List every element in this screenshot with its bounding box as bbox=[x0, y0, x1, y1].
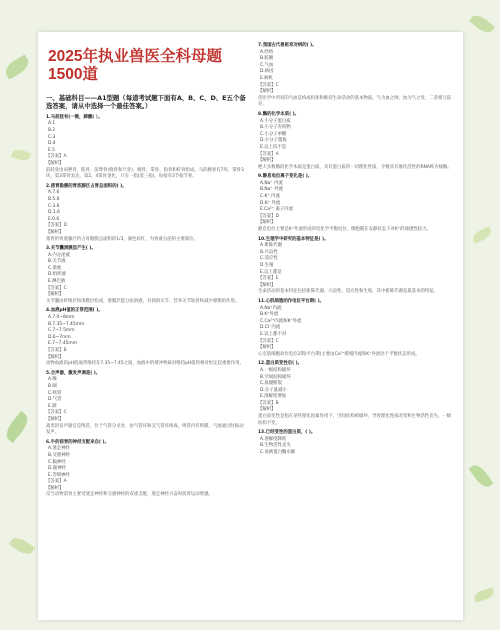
left-question-list bbox=[46, 115, 246, 499]
answer-option: E.肺 bbox=[48, 403, 57, 409]
explanation-text: 兽医学中所说的气血是构成机体和维持生命活动的基本物质，气为血之帅，血为气之母，二者相互依存。 bbox=[258, 95, 452, 108]
answer-option: E.溶解度增加 bbox=[260, 394, 287, 400]
document-title: 2025年执业兽医全科母题1500道 bbox=[48, 48, 222, 83]
answer-option: D.组织液 bbox=[48, 272, 66, 278]
leaf-decoration bbox=[9, 534, 36, 558]
answer-option: A.经络 bbox=[260, 49, 274, 55]
answer-option: C.气血 bbox=[260, 62, 274, 68]
question-item bbox=[46, 308, 246, 367]
answer-option: D.气管 bbox=[48, 397, 62, 403]
answer-option: C.适应性 bbox=[260, 256, 278, 262]
explanation-text: 关节囊由纤维层和滑膜层构成，滑膜层能分泌滑液，有润滑关节、营养关节软骨和减少摩擦的作用。 bbox=[46, 298, 240, 304]
answer-option: A.喉 bbox=[48, 377, 57, 383]
explanation-text: 前肢骨由肩胛骨、肱骨、前臂骨(桡骨和尺骨)、腕骨、掌骨、指骨和籽骨组成。马的腕骨有7块，掌骨3块，第3掌骨发达，第2、4掌骨退化，只有一指(第三指)，每指有3节指节骨。 bbox=[46, 167, 244, 180]
analysis-label: 【解析】 bbox=[46, 416, 64, 422]
answer-option: D.4 bbox=[48, 141, 56, 147]
answer-option: B.关节液 bbox=[48, 259, 66, 265]
answer-key: 【答案】D bbox=[258, 213, 279, 219]
answer-option: A.新陈代谢 bbox=[260, 243, 282, 249]
question-stem: 1.马前肢有(一微，蹄髁( ）。 bbox=[46, 114, 103, 120]
answer-option: C.小分子单糖 bbox=[260, 131, 287, 137]
explanation-text: 禽类的发声器官是鸣管，位于气管分叉处，由气管环和支气管环组成，鸣管内有鸣膜，气流通过时振动发声。 bbox=[46, 423, 244, 436]
answer-option: B.脏腑 bbox=[260, 56, 274, 62]
analysis-label: 【解析】 bbox=[258, 282, 276, 288]
answer-option: B.咽 bbox=[48, 383, 57, 389]
answer-key: 【答案】A bbox=[46, 154, 67, 160]
answer-key: 【答案】B bbox=[46, 348, 67, 353]
answer-option: E.0.6 bbox=[48, 216, 60, 222]
question-stem: 8.酶的化学本质( )。 bbox=[258, 111, 299, 117]
question-item bbox=[258, 361, 453, 427]
answer-option: C.易被蛋白酶水解 bbox=[260, 450, 296, 456]
question-item bbox=[258, 174, 453, 233]
answer-option: E.以上都不对 bbox=[260, 331, 287, 337]
answer-option: C.7~7.5mm bbox=[48, 328, 75, 334]
answer-key: 【答案】A bbox=[258, 151, 279, 157]
question-stem: 3.关节囊滑膜层产生( )。 bbox=[46, 246, 96, 252]
question-stem: 12.蛋白质变性后( )。 bbox=[258, 361, 303, 367]
leaf-decoration bbox=[473, 588, 495, 603]
right-question-list bbox=[258, 43, 453, 457]
question-stem: 6.牛的前胃的神经支配来自( )。 bbox=[46, 439, 109, 445]
answer-option: C.鸣管 bbox=[48, 390, 62, 396]
explanation-text: 蛋白质变性是指在某些理化因素作用下，空间结构被破坏，导致理化性质改变和生物活性丧失，一级结构不变。 bbox=[258, 414, 452, 426]
answer-option: B.2 bbox=[48, 128, 56, 133]
answer-key: 【答案】B bbox=[258, 400, 279, 406]
answer-option: C.滑液 bbox=[48, 265, 62, 271]
answer-key: 【答案】C bbox=[258, 82, 279, 88]
answer-option: A.一级结构破坏 bbox=[260, 367, 291, 373]
question-stem: 7.我国古代兽医家对病的( )。 bbox=[258, 43, 317, 48]
question-stem: 2.猪胃黏膜的胃底腺区占胃总面积的( )。 bbox=[46, 183, 127, 189]
right-column bbox=[258, 40, 453, 459]
leaf-decoration bbox=[11, 147, 31, 163]
leaf-decoration bbox=[2, 411, 32, 443]
answer-option: A.内分泌液 bbox=[48, 252, 70, 258]
explanation-text: 心室肌细胞动作电位2期(平台期)主要由Ca²⁺缓慢内流和K⁺外流处于平衡状态形成。 bbox=[258, 351, 420, 357]
answer-option: A.小分子蛋白质 bbox=[260, 118, 291, 124]
answer-option: A.7.6 bbox=[48, 190, 60, 196]
leaf-decoration bbox=[469, 12, 495, 37]
answer-option: C.3 bbox=[48, 134, 56, 140]
leaf-decoration bbox=[469, 462, 494, 490]
question-stem: 9.静息电位离子变化是( )。 bbox=[258, 174, 313, 180]
answer-option: A.Na⁺ 内流 bbox=[260, 180, 283, 186]
question-item bbox=[46, 115, 246, 181]
question-item bbox=[258, 237, 453, 296]
answer-option: C.K⁺ 内流 bbox=[260, 194, 280, 200]
answer-key: 【答案】D bbox=[46, 223, 67, 229]
question-item bbox=[46, 371, 246, 437]
question-stem: 5.合声器，激发声调是( )。 bbox=[46, 370, 101, 376]
answer-option: D.病因 bbox=[260, 69, 274, 75]
explanation-text: 生命活动的基本特征包括新陈代谢、兴奋性、适应性和生殖，其中新陈代谢是最基本的特征。 bbox=[258, 289, 439, 295]
leaf-decoration bbox=[2, 54, 32, 79]
analysis-label: 【解析】 bbox=[46, 354, 64, 360]
answer-option: B.Na⁺ 外流 bbox=[260, 187, 283, 193]
section-heading: 一、基础科目——A1型题（每道考试题下面有A、B、C、D、E五个备选答案，请从中选择一个最佳答案。） bbox=[46, 94, 246, 111]
analysis-label: 【解析】 bbox=[46, 229, 64, 235]
answer-option: D.副神经 bbox=[48, 466, 66, 472]
answer-option: B.K⁺外流 bbox=[260, 312, 279, 318]
analysis-label: 【解析】 bbox=[258, 89, 276, 95]
answer-option: B.交感神经 bbox=[48, 452, 70, 458]
answer-key: 【答案】A bbox=[46, 479, 67, 485]
answer-option: E.淋巴液 bbox=[48, 279, 66, 285]
answer-option: D.6~7mm bbox=[48, 334, 71, 340]
answer-option: B.兴奋性 bbox=[260, 249, 278, 255]
document-page bbox=[38, 32, 463, 620]
analysis-label: 【解析】 bbox=[46, 485, 64, 491]
explanation-text: 反刍动物前胃主要受迷走神经和交感神经的双重支配，迷走神经兴奋时前胃运动增强。 bbox=[46, 492, 213, 498]
answer-option: C.3.6 bbox=[48, 203, 60, 209]
answer-option: A.Na⁺内流 bbox=[260, 305, 282, 311]
answer-key: 【答案】C bbox=[46, 410, 67, 416]
question-item bbox=[258, 112, 453, 171]
answer-key: 【答案】C bbox=[258, 338, 279, 344]
question-item bbox=[46, 184, 246, 243]
question-item bbox=[258, 299, 453, 358]
answer-option: B.生物活性丧失 bbox=[260, 443, 291, 449]
question-item bbox=[46, 246, 246, 305]
answer-option: D.K⁺ 外流 bbox=[260, 200, 281, 206]
answer-option: B.小分子有机物 bbox=[260, 125, 291, 131]
answer-option: D.Cl⁻内流 bbox=[260, 325, 281, 331]
answer-option: D.生殖 bbox=[260, 263, 274, 268]
answer-option: E.以上均不是 bbox=[260, 144, 287, 150]
question-stem: 13.已经变性的蛋白质，( )。 bbox=[258, 430, 316, 436]
analysis-label: 【解析】 bbox=[46, 160, 64, 166]
answer-option: C.Ca²⁺内流和K⁺外流 bbox=[260, 318, 302, 324]
question-item bbox=[258, 430, 453, 456]
analysis-label: 【解析】 bbox=[258, 158, 276, 164]
analysis-label: 【解析】 bbox=[46, 292, 64, 298]
answer-option: A.溶解度降低 bbox=[260, 436, 287, 442]
answer-option: B.空间结构破坏 bbox=[260, 374, 291, 380]
answer-option: A.1 bbox=[48, 121, 56, 127]
answer-option: E.以上都是 bbox=[260, 269, 282, 275]
answer-option: B.5.6 bbox=[48, 196, 60, 202]
analysis-label: 【解析】 bbox=[258, 407, 276, 413]
answer-option: D.小分子脂质 bbox=[260, 138, 287, 144]
answer-option: E.5 bbox=[48, 147, 55, 153]
answer-option: E.舌咽神经 bbox=[48, 472, 70, 478]
answer-option: D.分子量减小 bbox=[260, 387, 287, 393]
leaf-decoration bbox=[471, 226, 493, 244]
explanation-text: 猪胃的胃底腺区约占胃黏膜总面积的1/3，颜色棕红，为胃液分泌的主要部位。 bbox=[46, 236, 198, 242]
answer-option: E.7~7.45mm bbox=[48, 341, 77, 347]
answer-option: A.7.0~8mm bbox=[48, 315, 75, 321]
question-stem: 11.心肌细胞动作电位平台期( )。 bbox=[258, 298, 325, 304]
answer-option: E.Ca²⁺ 离子内流 bbox=[260, 207, 293, 213]
explanation-text: 绝大多数酶的化学本质是蛋白质，具有蛋白质的一切理化性质，少数具有催化活性的RNA称为核酶。 bbox=[258, 164, 452, 170]
answer-option: C.膈神经 bbox=[48, 459, 66, 465]
explanation-text: 动物血液的pH值通常维持在7.35~7.45之间，血液中的缓冲物质对维持pH值的相对恒定起重要作用。 bbox=[46, 361, 244, 367]
analysis-label: 【解析】 bbox=[258, 345, 276, 351]
question-item bbox=[46, 440, 246, 499]
answer-key: 【答案】E bbox=[258, 276, 279, 282]
answer-option: D.1.6 bbox=[48, 210, 60, 216]
explanation-text: 静息电位主要是K⁺外流形成的电化学平衡电位，细胞膜在安静状态下对K⁺的通透性较大。 bbox=[258, 227, 431, 233]
answer-key: 【答案】C bbox=[46, 285, 67, 291]
answer-option: B.7.35~7.45mm bbox=[48, 321, 85, 327]
answer-option: C.肽键断裂 bbox=[260, 381, 283, 387]
analysis-label: 【解析】 bbox=[258, 220, 276, 226]
question-stem: 4.血液pH值的正常范围( )。 bbox=[46, 308, 103, 314]
left-column bbox=[46, 42, 246, 501]
answer-option: E.病机 bbox=[260, 75, 273, 81]
answer-option: A.迷走神经 bbox=[48, 446, 70, 452]
question-item bbox=[258, 43, 453, 109]
question-stem: 10.生理学中研究的基本特征是( )。 bbox=[258, 236, 329, 242]
